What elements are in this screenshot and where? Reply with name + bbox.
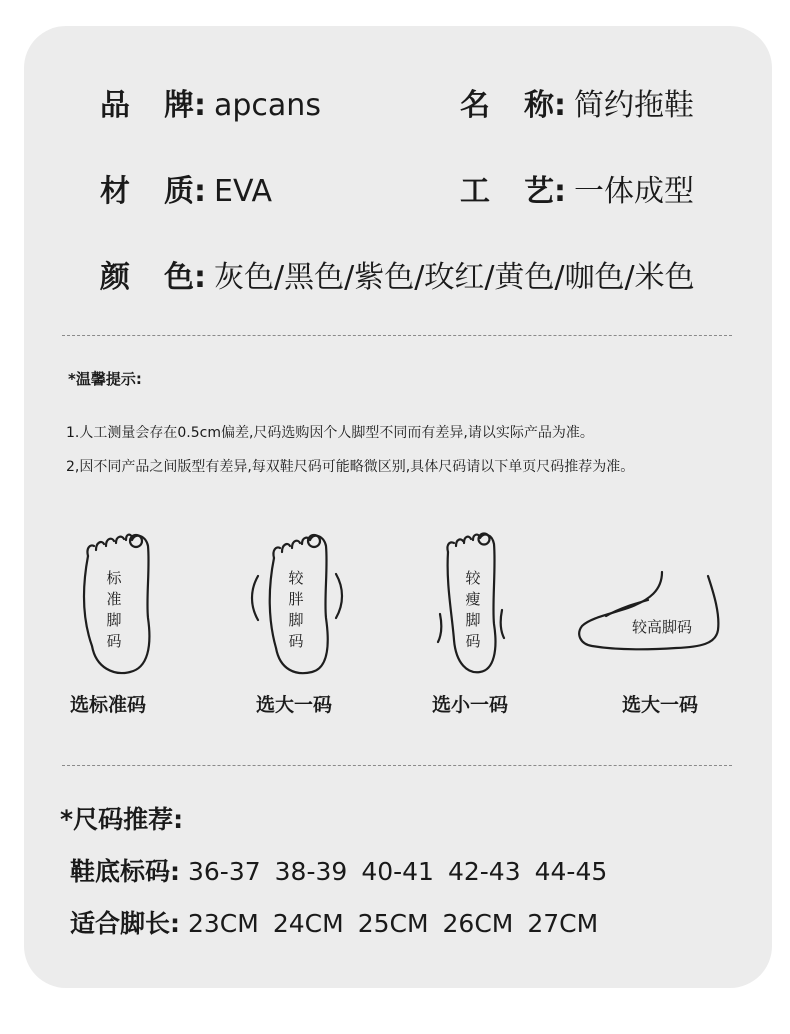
foot-length-label: 适合脚长: [70, 909, 180, 938]
standard-foot-caption: 选标准码 [70, 694, 147, 716]
foot-length-value: 23CM [188, 909, 259, 938]
foot-length-value: 24CM [272, 909, 344, 938]
spec-name: 名 称: 简约拖鞋 [460, 88, 694, 123]
spec-craft: 工 艺: 一体成型 [460, 174, 694, 209]
material-value: EVA [214, 174, 273, 209]
high-arch-foot-icon [576, 568, 726, 658]
brand-value: apcans [214, 88, 321, 123]
foot-length-value: 25CM [357, 909, 429, 938]
recommend-title: *尺码推荐: [60, 805, 184, 834]
high-arch-foot-label: 较高脚码 [632, 618, 693, 636]
sole-size-value: 42-43 [447, 857, 521, 886]
divider-bottom [62, 765, 732, 766]
wide-foot-label: 较 胖 脚 码 [288, 569, 304, 650]
spec-color: 颜 色: 灰色/黑色/紫色/玫红/黄色/咖色/米色 [100, 260, 695, 295]
foot-length-row [70, 904, 612, 940]
standard-foot-label: 标 准 脚 码 [106, 569, 122, 650]
foot-length-value: 27CM [527, 909, 599, 938]
sole-size-value: 44-45 [534, 857, 608, 886]
slim-foot-caption: 选小一码 [432, 694, 509, 716]
color-value: 灰色/黑色/紫色/玫红/黄色/咖色/米色 [214, 260, 695, 295]
tip-line-2: 2,因不同产品之间版型有差异,每双鞋尺码可能略微区别,具体尺码请以下单页尺码推荐为准。 [66, 459, 635, 475]
spec-brand: 品 牌: apcans [100, 88, 321, 123]
tips-title: *温馨提示: [68, 370, 142, 388]
high-arch-foot-caption: 选大一码 [622, 694, 699, 716]
slim-foot-label: 较 瘦 脚 码 [465, 569, 481, 650]
sole-size-value: 40-41 [361, 857, 434, 886]
divider-top [62, 335, 732, 336]
spec-material: 材 质: EVA [100, 174, 273, 209]
foot-length-value: 26CM [442, 909, 514, 938]
sole-size-value: 36-37 [188, 857, 261, 886]
name-value: 简约拖鞋 [574, 88, 694, 123]
sole-size-label: 鞋底标码: [70, 857, 180, 886]
tip-line-1: 1.人工测量会存在0.5cm偏差,尺码选购因个人脚型不同而有差异,请以实际产品为准。 [66, 425, 594, 441]
sole-size-value: 38-39 [274, 857, 348, 886]
wide-foot-caption: 选大一码 [256, 694, 333, 716]
craft-value: 一体成型 [574, 174, 694, 209]
sole-size-row [70, 852, 621, 888]
